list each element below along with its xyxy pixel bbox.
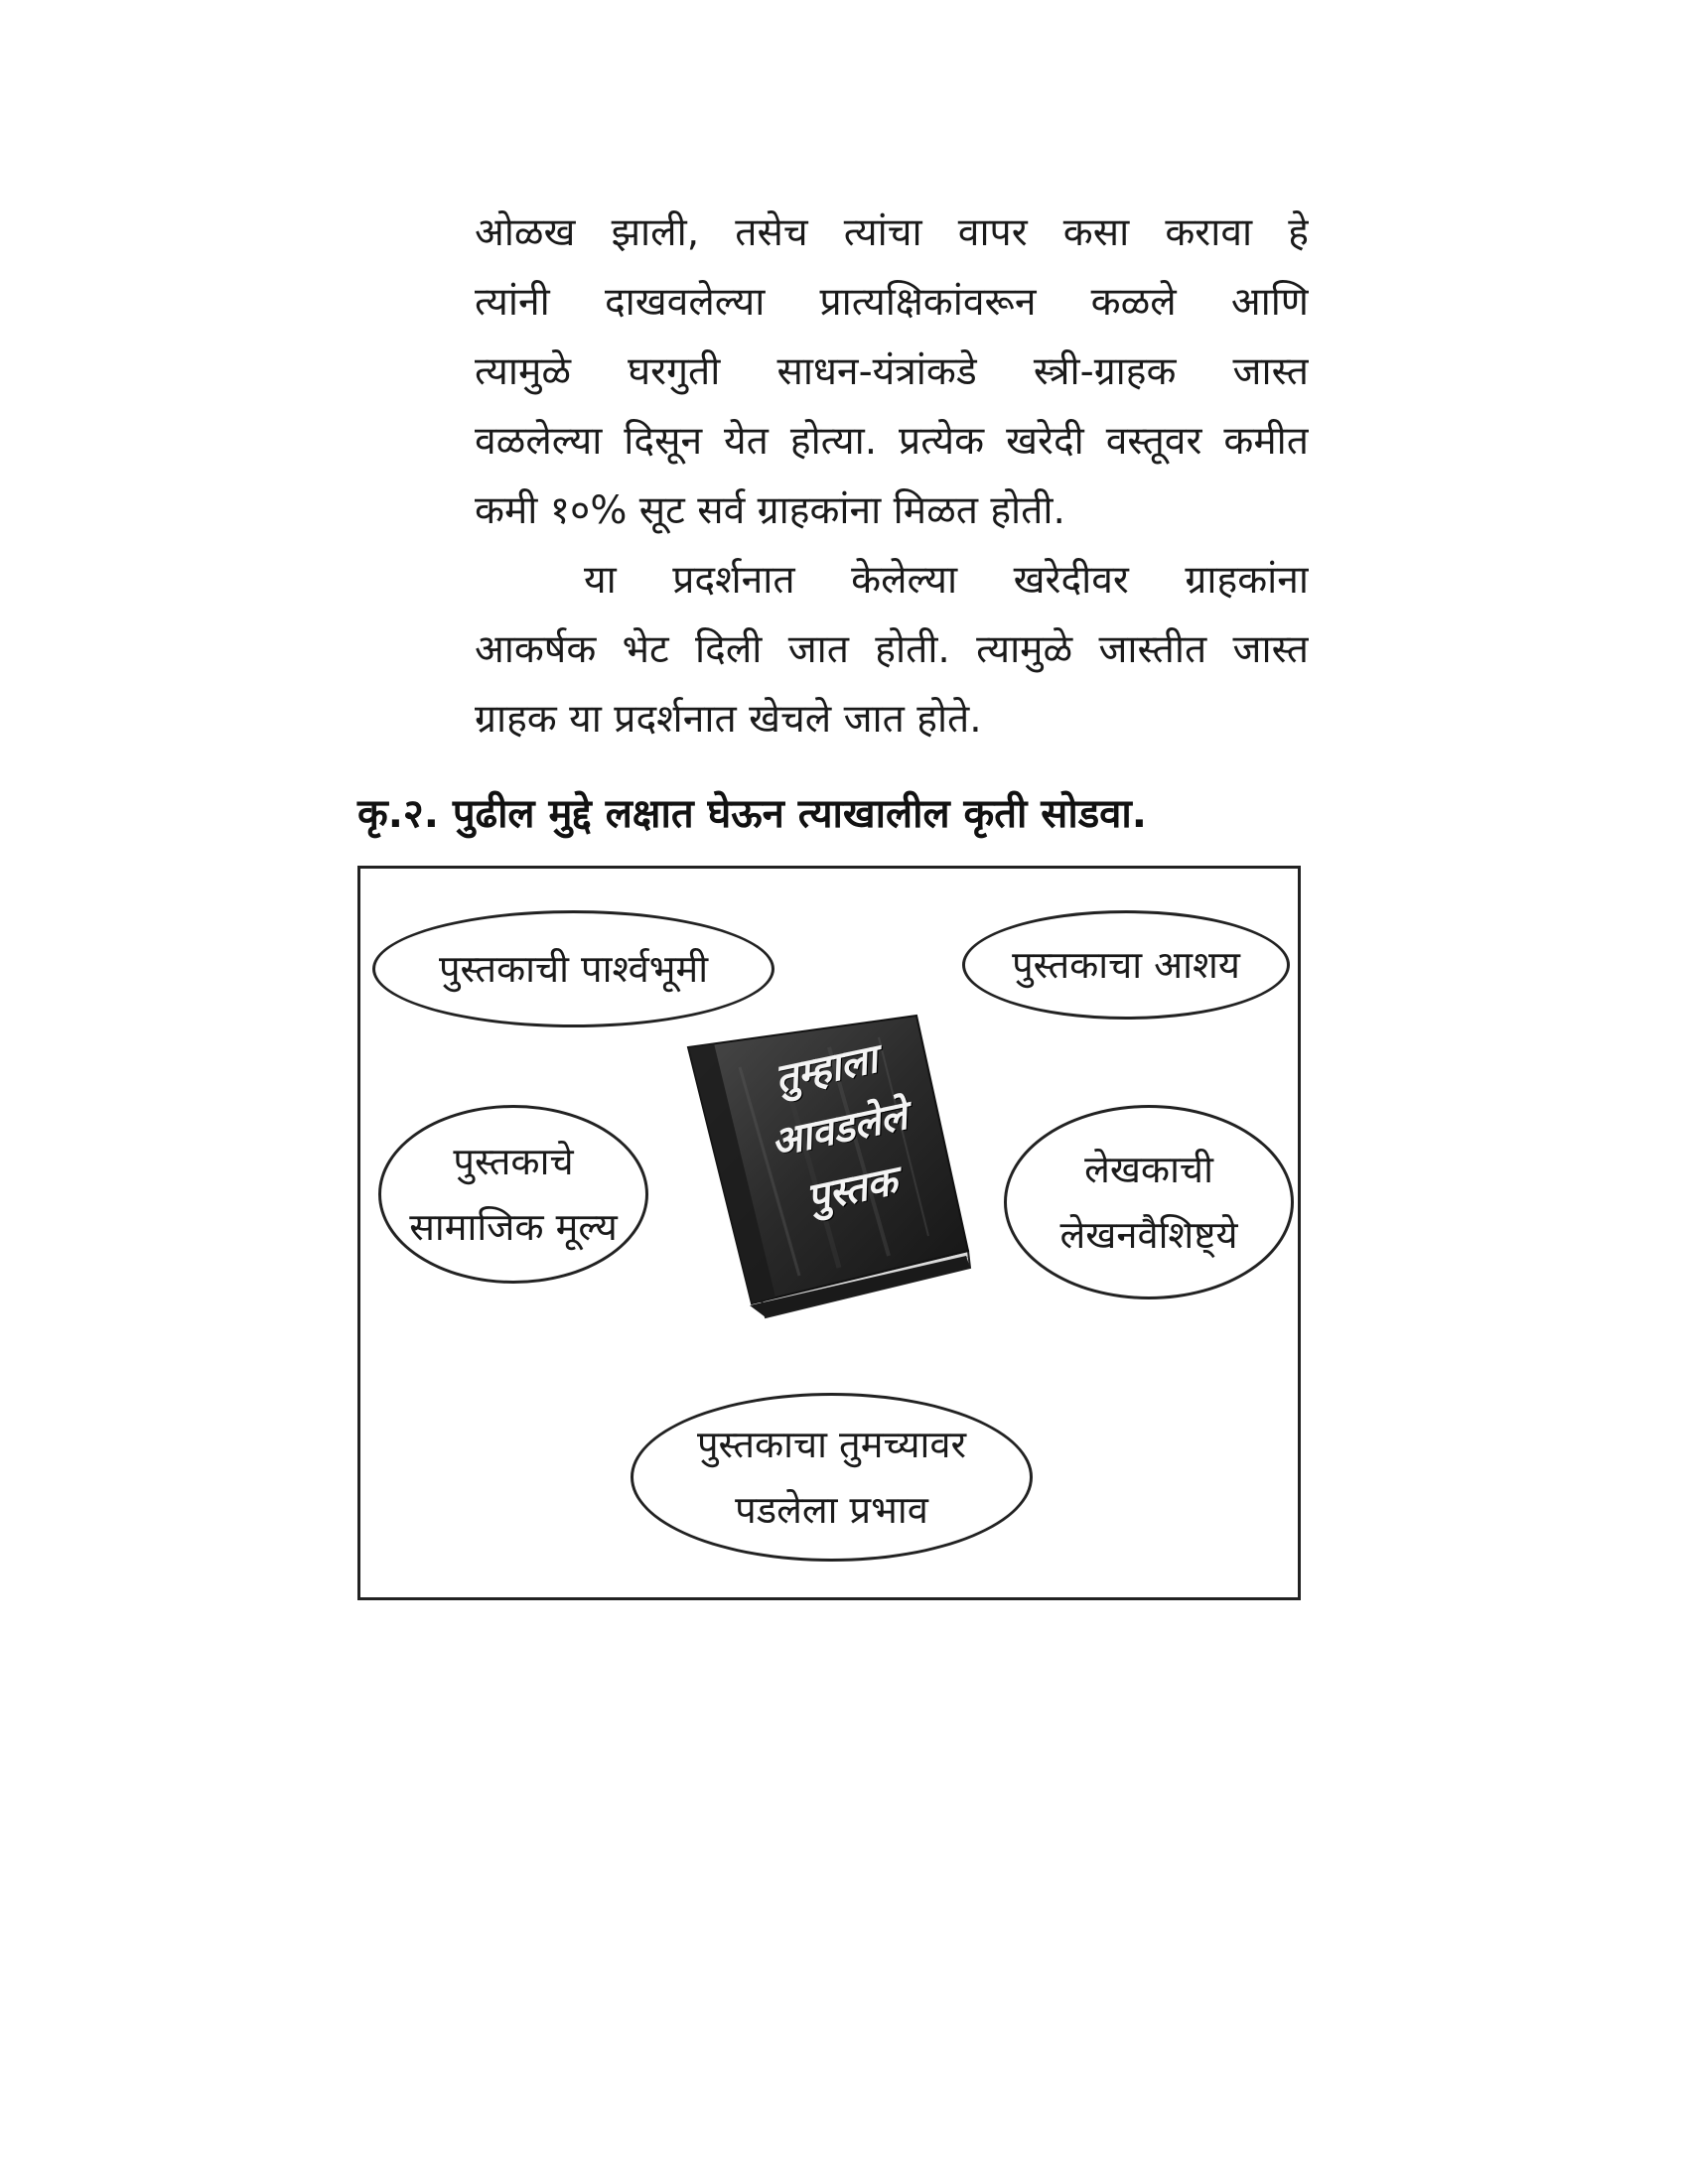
ellipse-author-style-line2: लेखनवैशिष्ट्ये [1059,1213,1238,1257]
paragraph-line-5: कमी १०% सूट सर्व ग्राहकांना मिळत होती. [475,488,1065,533]
ellipse-book-impact [631,1393,1033,1562]
paragraph-line-7: आकर्षक भेट दिली जात होती. त्यामुळे जास्तीत जास्त [475,627,1309,672]
paragraph-line-1: ओळख झाली, तसेच त्यांचा वापर कसा करावा हे [475,210,1309,255]
ellipse-book-impact-line2: पडलेला प्रभाव [735,1488,928,1532]
book-title-line3: पुस्तक [802,1158,902,1222]
paragraph-line-6: या प्रदर्शनात केलेल्या खरेदीवर ग्राहकांना [584,558,1309,603]
ellipse-book-theme-label: पुस्तकाचा आशय [1012,943,1240,987]
paragraph-line-4: वळलेल्या दिसून येत होत्या. प्रत्येक खरेदी वस्तूवर कमीत [475,419,1309,464]
book-title-line1: तुम्हाला [771,1036,882,1103]
book-illustration [680,1008,978,1325]
paragraph-line-2: त्यांनी दाखवलेल्या प्रात्यक्षिकांवरून कळले आणि [475,280,1309,325]
ellipse-book-impact-line1: पुस्तकाचा तुमच्यावर [696,1423,967,1466]
activity-diagram [357,866,1301,1600]
activity-heading: कृ.२. पुढील मुद्दे लक्षात घेऊन त्याखालील कृती सोडवा. [357,791,1147,837]
paragraph-line-3: त्यामुळे घरगुती साधन-यंत्रांकडे स्त्री-ग्राहक जास्त [475,349,1309,394]
paragraph-line-8: ग्राहक या प्रदर्शनात खेचले जात होते. [475,697,982,742]
ellipse-social-value-line1: पुस्तकाचे [453,1140,574,1183]
book-title-line2: आवडलेले [767,1093,912,1166]
ellipse-author-style [1004,1105,1294,1299]
ellipse-book-theme [962,910,1290,1020]
ellipse-author-style-line1: लेखकाची [1084,1148,1213,1191]
ellipse-social-value-line2: सामाजिक मूल्य [409,1205,618,1249]
ellipse-social-value [378,1105,648,1284]
body-paragraphs [475,199,1309,754]
ellipse-book-background-label: पुस्तकाची पार्श्वभूमी [438,947,709,991]
